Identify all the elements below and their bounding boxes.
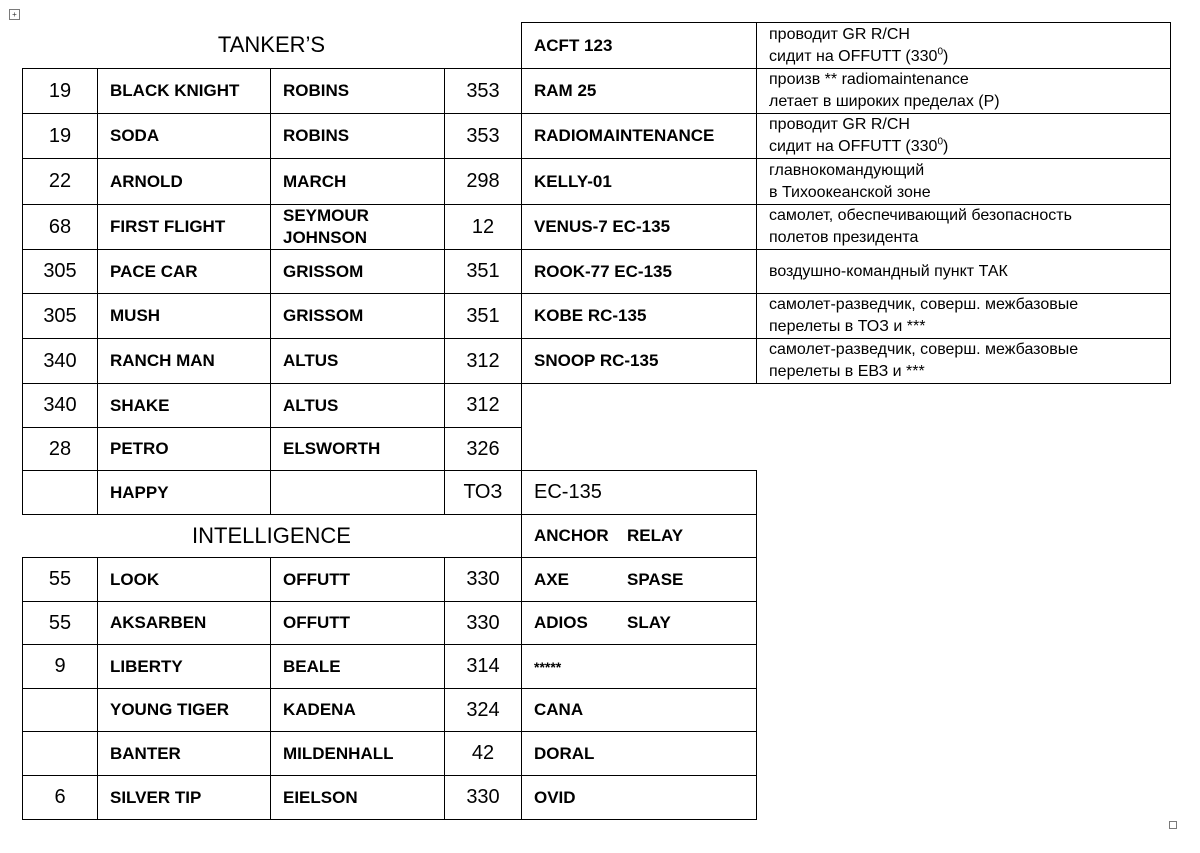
tankers-title: TANKER’S (217, 32, 326, 57)
table-cell-base: MARCH (283, 171, 347, 191)
table-cell-num: 55 (48, 568, 72, 590)
table-cell-code: 42 (471, 742, 495, 764)
table-cell-code: 312 (466, 394, 500, 416)
table-resize-handle-icon[interactable] (1169, 821, 1177, 829)
table-cell-num: 9 (54, 655, 66, 677)
table-cell-code: 351 (466, 304, 500, 327)
ec135-row: ***** (534, 658, 562, 675)
table-cell-num: 340 (43, 349, 77, 372)
table-cell-code: 324 (466, 698, 500, 721)
description-line-1: проводит GR R/CH (769, 116, 910, 133)
description-line-2: летает в широких пределах (Р) (769, 93, 1000, 110)
table-cell-base: GRISSOM (283, 306, 364, 325)
table-cell-code: 326 (466, 437, 500, 460)
aircraft-description (757, 294, 1170, 338)
table-cell-base: ROBINS (283, 126, 350, 145)
aircraft-name: KOBE RC-135 (534, 306, 647, 325)
table-move-handle-icon[interactable]: + (9, 9, 20, 20)
table-cell-num: 19 (48, 79, 72, 102)
table-cell-code: 353 (466, 79, 500, 102)
table-cell-callsign: YOUNG TIGER (110, 700, 230, 719)
table-cell-num: 305 (43, 304, 77, 327)
aircraft-name: ACFT 123 (534, 35, 613, 55)
table-cell-callsign: AKSARBEN (110, 613, 207, 632)
table-cell-code: 314 (466, 655, 500, 677)
intelligence-title: INTELLIGENCE (192, 523, 351, 548)
aircraft-description (757, 69, 1170, 113)
description-line-1: самолет-разведчик, соверш. межбазовые (769, 341, 1079, 358)
aircraft-name: ROOK-77 EC-135 (534, 261, 672, 281)
table-cell-callsign: RANCH MAN (110, 351, 215, 370)
table-cell-base: OFFUTT (283, 569, 351, 589)
description-line-2: в Тихоокеанской зоне (769, 183, 931, 201)
description-line-2: сидит на OFFUTT $(330^0)$ (769, 46, 949, 65)
table-cell-code: 330 (466, 611, 500, 634)
table-cell-code: 330 (466, 786, 500, 808)
base-line-1: SEYMOUR (283, 206, 369, 225)
table-cell-callsign: HAPPY (110, 482, 169, 502)
table-cell-num (23, 471, 97, 514)
description-line-1: проводит GR R/CH (769, 25, 910, 43)
table-cell-callsign: FIRST FLIGHT (110, 217, 226, 236)
table-cell-base: ROBINS (283, 81, 350, 100)
aircraft-name: RAM 25 (534, 81, 597, 100)
table-cell-base: BEALE (283, 656, 341, 676)
table-cell-base: OFFUTT (283, 613, 351, 632)
aircraft-name: KELLY-01 (534, 171, 612, 191)
table-cell-num: 305 (43, 260, 77, 282)
table-cell-num (23, 689, 97, 731)
table-cell-code: 12 (471, 215, 495, 238)
table-cell-callsign: PETRO (110, 439, 169, 458)
description-line-1: самолет-разведчик, соверш. межбазовые (769, 296, 1079, 313)
table-cell-num (23, 732, 97, 775)
table-cell-base: ALTUS (283, 351, 339, 370)
table-cell-callsign: BLACK KNIGHT (110, 81, 240, 100)
table-cell-code: 330 (466, 568, 500, 590)
aircraft-description (757, 159, 1170, 204)
table-cell-callsign: LIBERTY (110, 656, 183, 676)
table-cell-callsign: LOOK (110, 569, 160, 589)
ec135-callsign-left: ANCHOR (534, 526, 609, 545)
table-cell-num: 6 (54, 786, 66, 808)
ec135-row (522, 515, 756, 557)
aircraft-description (757, 23, 1170, 68)
table-cell-base: GRISSOM (283, 261, 364, 281)
ec135-callsign-right: SPASE (627, 569, 684, 589)
table-cell-callsign: MUSH (110, 306, 161, 325)
description-line-1: главнокомандующий (769, 161, 925, 179)
table-cell-code: 298 (466, 170, 500, 192)
table-cell-base (271, 471, 444, 514)
table-cell-num: 22 (48, 170, 72, 192)
aircraft-description (757, 114, 1170, 158)
table-cell-code: ТОЗ (463, 481, 503, 503)
aircraft-description (757, 205, 1170, 249)
table-cell-num: 68 (48, 215, 72, 238)
ec135-callsign-right: SLAY (627, 613, 671, 632)
table-cell-num: 28 (48, 437, 72, 460)
table-cell-num: 19 (48, 124, 72, 147)
table-cell-code: 351 (466, 260, 500, 282)
ec135-row: OVID (534, 787, 576, 807)
ec135-row (522, 558, 756, 601)
description-line-2: перелеты в ТОЗ и *** (769, 318, 926, 335)
description-line-2: перелеты в ЕВЗ и *** (769, 363, 925, 380)
aircraft-name: VENUS-7 EC-135 (534, 217, 671, 236)
aircraft-description (757, 339, 1170, 383)
table-cell-callsign: SODA (110, 126, 160, 145)
base-line-2: JOHNSON (283, 228, 368, 247)
ec135-callsign-left: ADIOS (534, 613, 588, 632)
table-cell-callsign: BANTER (110, 743, 181, 763)
table-cell-base: ALTUS (283, 395, 339, 415)
table-cell-num: 55 (48, 611, 72, 634)
table-cell-base: KADENA (283, 700, 356, 719)
table-cell-base: ELSWORTH (283, 439, 381, 458)
table-cell-code: 353 (466, 124, 500, 147)
table-cell-callsign: PACE CAR (110, 261, 198, 281)
description-line-1: произв ** radiomaintenance (769, 71, 969, 88)
ec135-row: CANA (534, 700, 584, 719)
aircraft-name: SNOOP RC-135 (534, 351, 659, 370)
table-cell-code: 312 (466, 349, 500, 372)
table-cell-base (271, 205, 444, 249)
ec135-row: DORAL (534, 743, 595, 763)
table-cell-callsign: SILVER TIP (110, 787, 202, 807)
aircraft-description: воздушно-командный пункт ТАК (769, 262, 1008, 280)
ec135-header: EC-135 (534, 481, 602, 503)
table-cell-callsign: SHAKE (110, 395, 170, 415)
aircraft-name: RADIOMAINTENANCE (534, 126, 715, 145)
description-line-1: самолет, обеспечивающий безопасность (769, 207, 1072, 224)
description-line-2: сидит на OFFUTT $(330^0)$ (769, 136, 949, 155)
table-cell-base: MILDENHALL (283, 743, 394, 763)
ec135-row (522, 602, 756, 644)
table-cell-callsign: ARNOLD (110, 171, 183, 191)
table-cell-base: EIELSON (283, 787, 358, 807)
ec135-callsign-right: RELAY (627, 526, 684, 545)
table-cell-num: 340 (43, 394, 77, 416)
ec135-callsign-left: AXE (534, 569, 569, 589)
description-line-2: полетов президента (769, 229, 919, 246)
